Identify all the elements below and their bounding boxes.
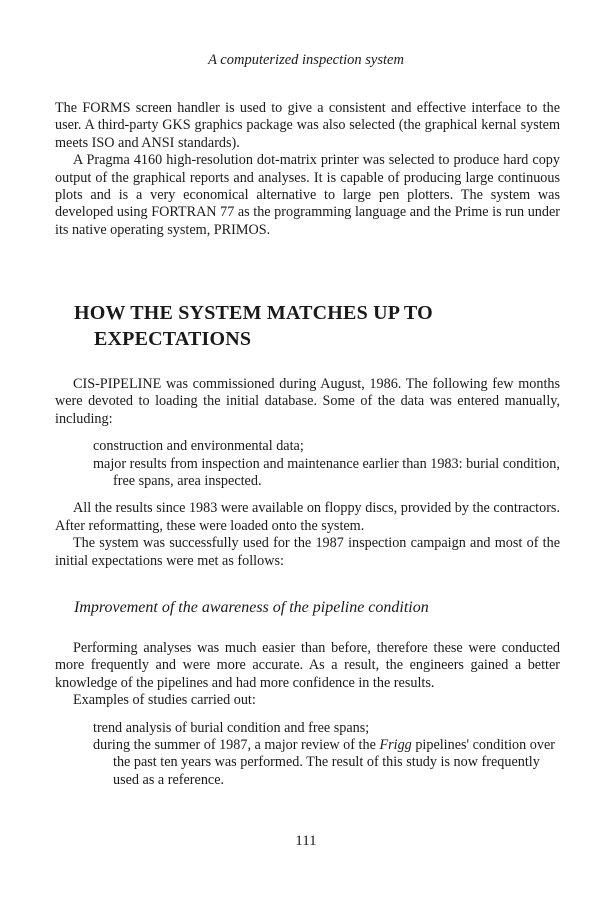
- list-item: major results from inspection and maintenance earlier than 1983: burial condition, free spans, area inspected.: [93, 455, 560, 490]
- section-heading-line-1: HOW THE SYSTEM MATCHES UP TO: [74, 302, 433, 324]
- initial-data-list: [55, 438, 560, 490]
- list-item: trend analysis of burial condition and free spans;: [93, 719, 370, 736]
- section-text: [55, 376, 560, 570]
- list-item-text-end: pipelines' condition over the past ten years was performed. The result of this study is now frequently used as a reference.: [113, 737, 555, 788]
- subheading: Improvement of the awareness of the pipeline condition: [74, 599, 429, 616]
- subsection-paragraph-1: Performing analyses was much easier than before, therefore these were conducted more frequently and were more accurate. As a result, the engineers gained a better knowledge of the pipelines and had more confidence in the results.: [55, 640, 560, 691]
- list-item-text-start: during the summer of 1987, a major review of the: [93, 737, 380, 754]
- section-heading: [74, 300, 544, 352]
- subsection-text: [55, 640, 560, 789]
- studies-list: [55, 720, 560, 790]
- section-heading-line-2: EXPECTATIONS: [94, 328, 252, 350]
- section-paragraph-3: The system was successfully used for the 1987 inspection campaign and most of the initial expectations were met as follows:: [55, 535, 560, 569]
- running-head: A computerized inspection system: [208, 52, 404, 68]
- list-item: [55, 737, 560, 789]
- intro-paragraph-2: A Pragma 4160 high-resolution dot-matrix printer was selected to produce hard copy output of the graphical reports and analyses. It is capable of producing large continuous plots and is a very economical alternative to large pen plotters. The system was developed using FORTRAN 77 as the programming language and the Prime is run under its native operating system, PRIMOS.: [55, 152, 560, 238]
- subsection-paragraph-2: Examples of studies carried out:: [73, 692, 256, 709]
- page-number: 111: [295, 833, 317, 849]
- section-paragraph-2: All the results since 1983 were available on floppy discs, provided by the contractors. After reformatting, these were loaded onto the system.: [55, 500, 560, 534]
- intro-paragraph-1: The FORMS screen handler is used to give a consistent and effective interface to the user. A third-party GKS graphics package was also selected (the graphical kernal system meets ISO and ANSI standards).: [55, 100, 560, 151]
- list-item: construction and environmental data;: [93, 438, 304, 455]
- intro-text: [55, 100, 560, 239]
- frigg-emphasis: Frigg: [379, 737, 412, 754]
- section-paragraph-1: CIS-PIPELINE was commissioned during August, 1986. The following few months were devoted to loading the initial database. Some of the data was entered manually, including:: [55, 376, 560, 427]
